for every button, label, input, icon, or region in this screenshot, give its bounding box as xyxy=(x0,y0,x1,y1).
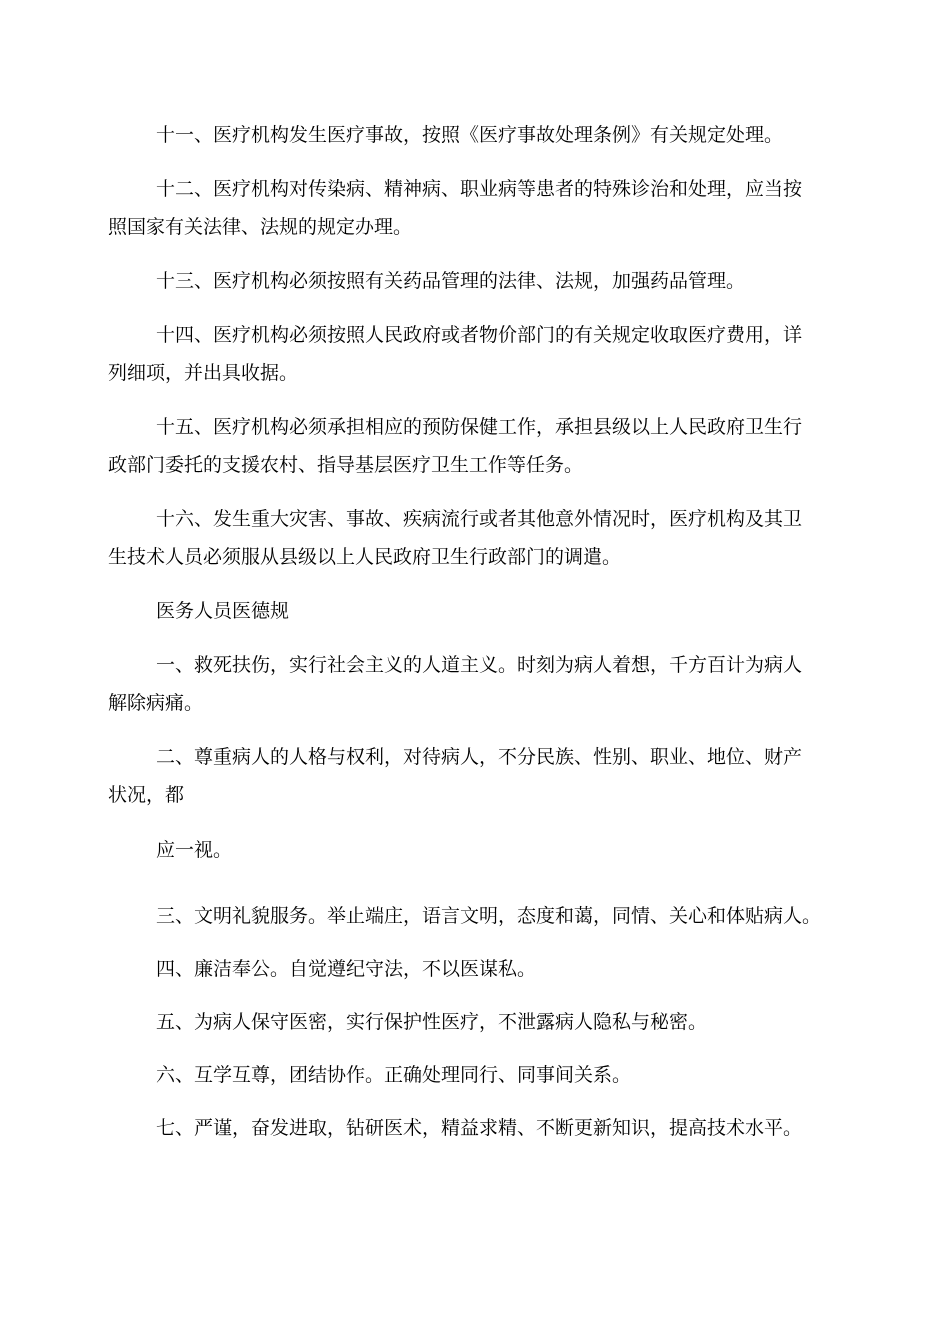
paragraph-line: 五、为病人保守医密，实行保护性医疗，不泄露病人隐私与秘密。 xyxy=(156,1011,708,1033)
paragraph-line: 医务人员医德规 xyxy=(156,600,290,622)
paragraph-line: 十四、医疗机构必须按照人民政府或者物价部门的有关规定收取医疗费用，详 xyxy=(156,324,803,346)
paragraph-line: 照国家有关法律、法规的规定办理。 xyxy=(108,216,413,238)
paragraph-line: 十五、医疗机构必须承担相应的预防保健工作，承担县级以上人民政府卫生行 xyxy=(156,416,803,438)
paragraph-line: 十一、医疗机构发生医疗事故，按照《医疗事故处理条例》有关规定处理。 xyxy=(156,124,784,146)
paragraph-line: 六、互学互尊，团结协作。正确处理同行、同事间关系。 xyxy=(156,1064,632,1086)
paragraph-line: 十六、发生重大灾害、事故、疾病流行或者其他意外情况时，医疗机构及其卫 xyxy=(156,508,803,530)
paragraph-line: 一、救死扶伤，实行社会主义的人道主义。时刻为病人着想，千方百计为病人 xyxy=(156,654,803,676)
paragraph-line: 列细项，并出具收据。 xyxy=(108,362,299,384)
paragraph-line: 十二、医疗机构对传染病、精神病、职业病等患者的特殊诊治和处理，应当按 xyxy=(156,178,803,200)
paragraph-line: 生技术人员必须服从县级以上人民政府卫生行政部门的调遣。 xyxy=(108,546,622,568)
paragraph-line: 状况，都 xyxy=(108,784,185,806)
paragraph-line: 二、尊重病人的人格与权利，对待病人，不分民族、性别、职业、地位、财产 xyxy=(156,746,803,768)
paragraph-line: 应一视。 xyxy=(156,839,233,861)
paragraph-line: 政部门委托的支援农村、指导基层医疗卫生工作等任务。 xyxy=(108,454,584,476)
paragraph-line: 三、文明礼貌服务。举止端庄，语言文明，态度和蔼，同情、关心和体贴病人。 xyxy=(156,905,822,927)
paragraph-line: 解除病痛。 xyxy=(108,692,204,714)
paragraph-line: 四、廉洁奉公。自觉遵纪守法，不以医谋私。 xyxy=(156,958,537,980)
paragraph-line: 七、严谨，奋发进取，钻研医术，精益求精、不断更新知识，提高技术水平。 xyxy=(156,1117,803,1139)
paragraph-line: 十三、医疗机构必须按照有关药品管理的法律、法规，加强药品管理。 xyxy=(156,270,746,292)
